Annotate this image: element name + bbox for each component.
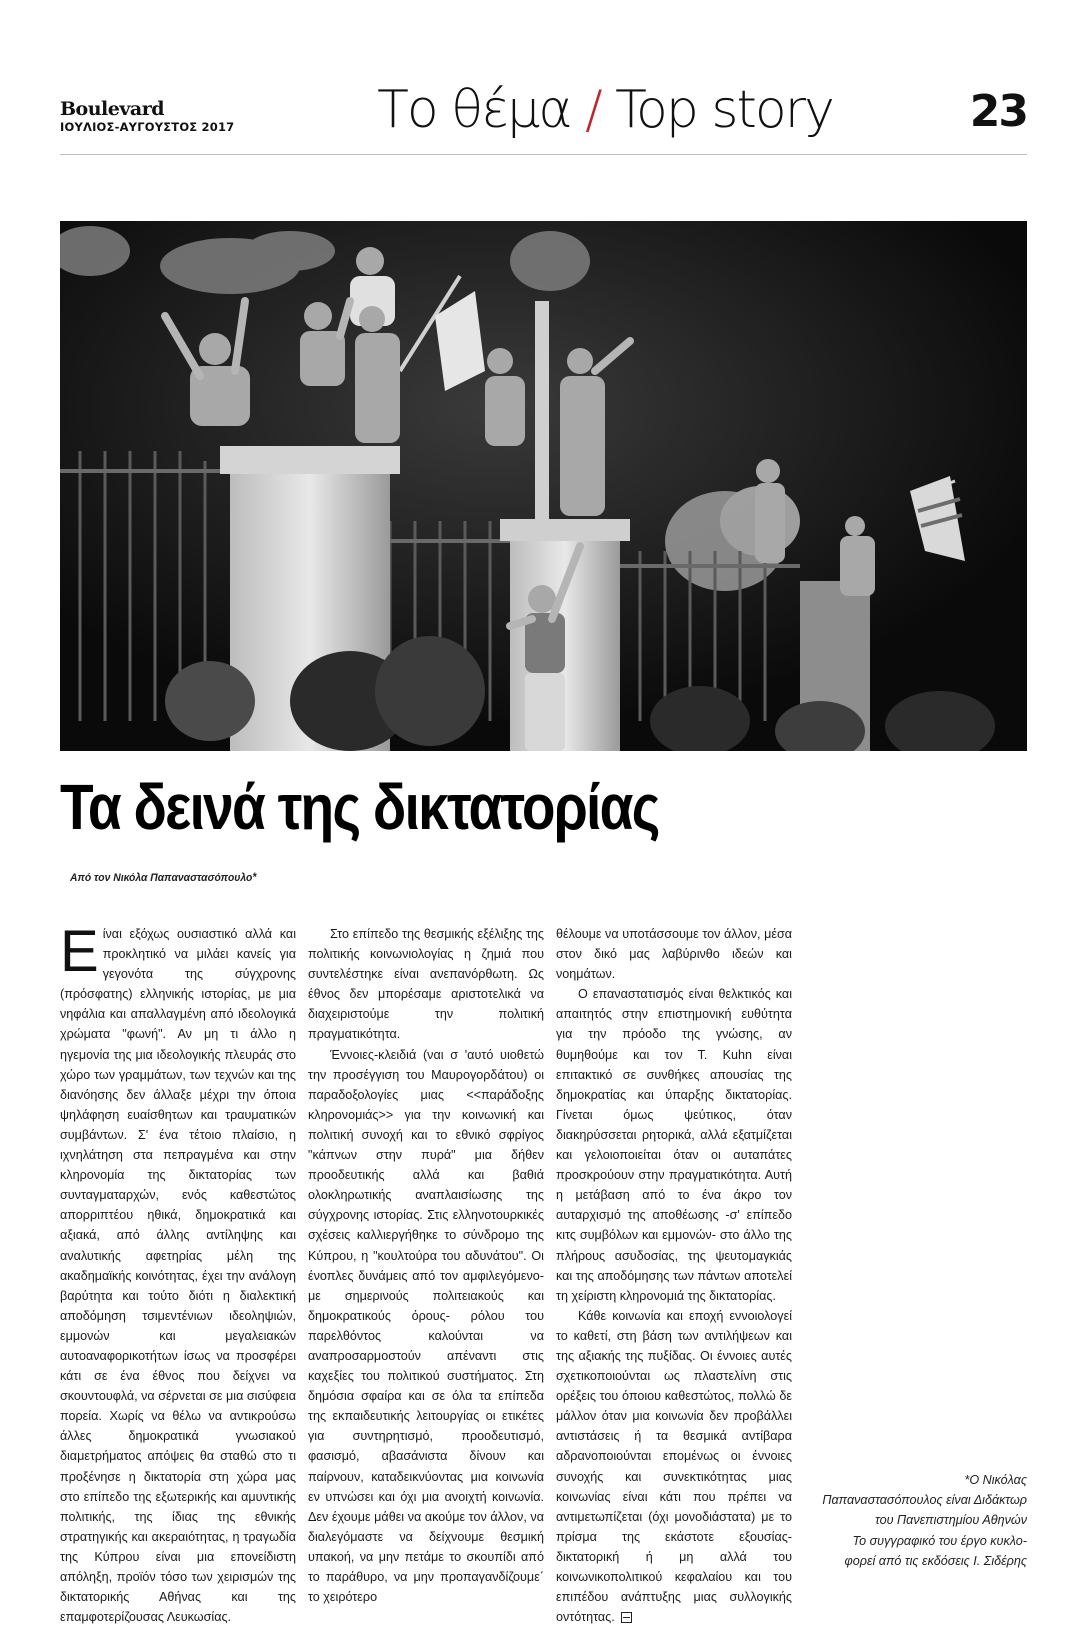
article-paragraph: Έννοιες-κλειδιά (ναι σ 'αυτό υιοθετώ την προσέγγιση του Μαυρογορδάτου) οι παραδοξολογίες μιας <<παράδοξης κληρονομιάς>> για την κοινωνική και πολιτική συνοχή και το εθνικό σφρίγος "κάπνων στην πυρά" μια δήθεν προοδευτικής αλλά και βαθιά ολοκληρωτικής αναπλαισίωσης της σύγχρονης ιστορίας. Στις ελληνοτουρκικές σχέσεις καλλιεργήθηκε το σύνδρομο της Κύπρου, η "κουλτούρα του αδυνάτου". Οι ένοπλες δυνάμεις από τον αμφιλεγόμενο- με σημερινούς πολιτειακούς και δημοκρατικούς όρους- ρόλου του παρελθόντος καλούνται να αναπροσαρμοστούν απέναντι στις καχεξίες του πολιτικού συστήματος. Στη δημόσια σφαίρα και σε όλα τα επίπεδα της εκπαιδευτικής λειτουργίας οι ετικέτες για συντηρητισμό, προοδευτισμό, φασισμό, αβασάνιστα δίνουν και παίρνουν, καταδεικνύοντας μια κοινωνία εν υπνώσει και όχι μια ανοιχτή κοινωνία. Δεν έχουμε μάθει να ακούμε τον άλλον, να διαλεγόμαστε να δείχνουμε θεσμική υπακοή, να μην πετάμε το σκουπίδι από το παράθυρο, να μην προπαγανδίζουμε΄ το χειρότερο [308,1047,544,1605]
article-paragraph: Στο επίπεδο της θεσμικής εξέλιξης της πολιτικής κοινωνιολογίας η ζημιά που συντελέστηκε είναι ανεπανόρθωτη. Ως έθνος δεν μπορέσαμε αριστοτελικά να διαχειριστούμε την πολιτική πραγματικότητα. [308,927,544,1042]
end-of-article-icon [621,1612,632,1623]
page-number: 23 [969,86,1027,137]
article-paragraph [60,919,296,1627]
section-title-greek: Το θέμα [377,80,571,140]
author-note [800,1470,1027,1571]
section-divider-slash: / [585,80,601,140]
crowd-at-gate-photo [60,221,1027,751]
article-column-3 [556,924,792,1627]
author-note-line: Παπαναστασόπουλος είναι Διδάκτωρ [822,1493,1027,1508]
author-note-line: φορεί από τις εκδόσεις Ι. Σιδέρης [844,1553,1027,1568]
author-note-line: του Πανεπιστημίου Αθηνών [875,1513,1027,1528]
author-note-line: *Ο Νικόλας [964,1473,1027,1487]
author-note-line: Το συγγραφικό του έργο κυκλο- [852,1533,1027,1548]
paragraph-text: Κάθε κοινωνία και εποχή εννοιολογεί το καθετί, στη βάση των αντιλήψεων και της αξιακής της πυξίδας. Οι έννοιες αυτές σχετικοποιούνται ως πλαστελίνη στις ορέξεις του όποιου καθεστώτος, πολλώ δε μάλλον όταν μια κοινωνία δεν προβάλλει αντιστάσεις ή τα θεσμικά αντίβαρα αδρανοποιούνται επομένως οι έννοιες συνοχής και συνεκτικότητας μιας κοινωνίας είναι κάτι που πρέπει να αντιμετωπίζεται (όχι μονοδιάστατα) με το πρίσμα της εκάστοτε εξουσίας- δικτατορική ή μη αλλά του κοινωνικοπολιτικού κεφαλαίου και του επιπέδου ανάπτυξης μιας συλλογικής οντότητας. [556,1308,792,1625]
article-paragraph: θέλουμε να υποτάσσουμε τον άλλον, μέσα στον δικό μας λαβύρινθο ιδεών και νοημάτων. [556,927,792,982]
lead-photo [60,221,1027,751]
article-headline: Τα δεινά της δικτατορίας [60,771,659,843]
article-column-1 [60,919,296,1627]
article-paragraph: Ο επαναστατισμός είναι θελκτικός και απαιτητός στην επιστημονική ευθύτητα για την πρόοδο της γνώσης, αν θυμηθούμε και τον Τ. Kuhn είναι επιτακτικό σε συνθήκες απουσίας της δημοκρατίας και ύπαρξης δικτατορίας. Γίνεται όμως ψεύτικος, όταν διακηρύσσεται ρητορικά, αλλά εξατμίζεται και γελοιοποιείται όταν οι αυταπάτες προσκρούουν στην πραγματικότητα. Αυτή η μετάβαση από το ένα άκρο τον αυταρχισμό της αποθέωσης -σ' επίπεδο κιτς συμβόλων και εμμονών- στο άλλο της πλήρους ασυδοσίας, της ψευτομαγκιάς και της αποδόμησης των πάντων αποτελεί τη χείριστη κληρονομιά της δικτατορίας. [556,987,792,1303]
article-paragraph [556,1306,792,1628]
drop-cap: Ε [60,919,99,984]
section-title-english: Top story [615,80,833,140]
article-byline: Από τον Νικόλα Παπαναστασόπουλο* [70,872,257,884]
article-column-2 [308,924,544,1607]
issue-date: ΙΟΥΛΙΟΣ-ΑΥΓΟΥΣΤΟΣ 2017 [60,120,235,134]
publication-logo: Boulevard [60,98,164,120]
section-title [345,80,865,140]
page-header [60,80,1027,155]
paragraph-text: ίναι εξόχως ουσιαστικό αλλά και προκλητικό να μιλάει κανείς για γεγονότα της σύγχρονης (πρόσφατης) ελληνικής ιστορίας, με μια νηφάλια και απαλλαγμένη από ιδεολογικά χρώματα "φωνή". Αν μη τι άλλο η ηγεμονία της μια ιδεολογικής πλευράς στο χώρο των γραμμάτων, των τεχνών και της διανόησης δεν άλλαξε μέχρι την όποια ψηλάφηση ευαίσθητων και τραυματικών συμβάντων. Σ' ένα τέτοιο πλαίσιο, η ιχνηλάτηση στα πεπραγμένα και στην κληρονομία της δικτατορίας των συνταγματαρχών, ενός καθεστώτος απορριπτέου ηθικά, δημοκρατικά και αξιακά, από άλλης αντίληψης και αναλυτικής αφετηρίας μέλη της ακαδημαϊκής κοινότητας, έχει την ανάλογη βαρύτητα και τούτο διότι η διαλεκτική αποδόμηση τσιμεντένιων ιδεοληψιών, εμμονών και μεγαλειακών αυτοαναφορικοτήτων ίσως να προσφέρει κάτι σε ένα έθνος που δείχνει να σκουντουφλά, να σέρνεται σε μια σισύφεια πορεία. Χωρίς να θέλω να αντικρούσω άλλες δημοκρατικά γνωσιακού διαμετρήματος απόψεις θα σταθώ στο τι προξένησε η δικτατορία στη χώρα μας στο επίπεδο της εξωτερικής και αμυντικής πολιτικής, της ίδιας της εθνικής στρατηγικής και ακεραιότητας, η τραγωδία της Κύπρου είναι μια επονείδιστη απόληξη, προϊόν τόσο των χειρισμών της δικτατορικής Αθήνας και της επαμφοτερίζουσας Λευκωσίας. [60,927,296,1625]
